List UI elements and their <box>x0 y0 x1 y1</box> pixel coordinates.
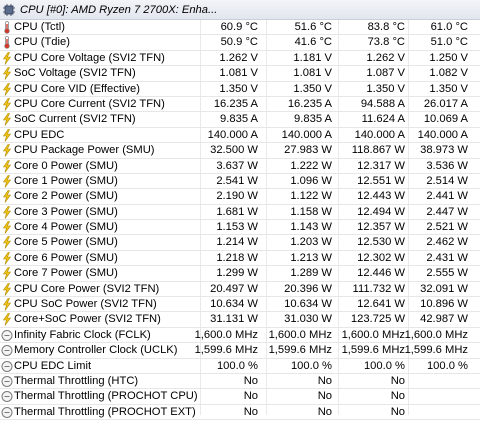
current-value: 100.0 % <box>216 359 258 372</box>
average-value: 2.441 W <box>426 190 468 203</box>
average-value: 38.973 W <box>420 144 468 157</box>
average-value: 2.521 W <box>426 221 468 234</box>
sensor-row[interactable] <box>0 266 480 281</box>
sensor-row[interactable] <box>0 35 480 50</box>
sensor-row[interactable] <box>0 328 480 343</box>
maximum-value: No <box>390 405 405 418</box>
sensor-row[interactable] <box>0 359 480 374</box>
sensor-label: Core+SoC Power (SVI2 TFN) <box>14 313 161 326</box>
sensor-label: SoC Voltage (SVI2 TFN) <box>14 67 136 80</box>
sensor-label: Core 1 Power (SMU) <box>14 174 118 187</box>
current-value: 3.637 W <box>216 159 258 172</box>
sensor-label: CPU EDC <box>14 128 65 141</box>
current-value: 1.081 V <box>219 67 258 80</box>
current-value: 1.299 W <box>216 267 258 280</box>
sensor-label: Core 4 Power (SMU) <box>14 221 118 234</box>
clock-icon <box>1 329 13 342</box>
minimum-value: 10.634 W <box>284 298 332 311</box>
maximum-value: 12.443 W <box>357 190 405 203</box>
average-value: 2.462 W <box>426 236 468 249</box>
sensor-row[interactable] <box>0 143 480 158</box>
maximum-value: No <box>390 374 405 387</box>
minimum-value: 27.983 W <box>284 144 332 157</box>
maximum-value: 12.551 W <box>357 174 405 187</box>
current-value: 60.9 °C <box>220 21 258 33</box>
current-value: 2.190 W <box>216 190 258 203</box>
minimum-value: 1.096 W <box>290 174 332 187</box>
minimum-value: 1.143 W <box>290 221 332 234</box>
minimum-value: 1.081 V <box>293 67 332 80</box>
minimum-value: 41.6 °C <box>294 36 332 49</box>
average-value: 3.536 W <box>426 159 468 172</box>
sensor-row[interactable] <box>0 389 480 404</box>
maximum-value: 1,600.0 MHz <box>341 328 405 341</box>
lightning-icon <box>1 283 13 296</box>
sensor-row[interactable] <box>0 174 480 189</box>
sensor-label: Thermal Throttling (PROCHOT CPU) <box>14 390 198 403</box>
sensor-row[interactable] <box>0 189 480 204</box>
minimum-value: 1.203 W <box>290 236 332 249</box>
lightning-icon <box>1 175 13 188</box>
lightning-icon <box>1 221 13 234</box>
sensor-row[interactable] <box>0 97 480 112</box>
current-value: 50.9 °C <box>220 36 258 49</box>
maximum-value: 12.317 W <box>357 159 405 172</box>
maximum-value: 12.530 W <box>357 236 405 249</box>
sensor-label: Core 5 Power (SMU) <box>14 236 118 249</box>
sensor-row[interactable] <box>0 82 480 97</box>
maximum-value: 73.8 °C <box>367 36 405 49</box>
sensor-label: CPU EDC Limit <box>14 359 92 372</box>
sensor-row[interactable] <box>0 374 480 389</box>
sensor-label: CPU (Tctl) <box>14 21 65 33</box>
maximum-value: 94.588 A <box>360 97 405 110</box>
current-value: 1.214 W <box>216 236 258 249</box>
current-value: 1,599.6 MHz <box>194 344 258 357</box>
minimum-value: 31.030 W <box>284 313 332 326</box>
average-value: 2.555 W <box>426 267 468 280</box>
sensor-label: CPU Package Power (SMU) <box>14 144 155 157</box>
lightning-icon <box>1 252 13 265</box>
sensor-list <box>0 20 480 420</box>
sensor-row[interactable] <box>0 297 480 312</box>
sensor-label: Core 0 Power (SMU) <box>14 159 118 172</box>
lightning-icon <box>1 52 13 65</box>
thermometer-icon <box>1 21 13 34</box>
sensor-label: CPU Core Voltage (SVI2 TFN) <box>14 51 165 64</box>
sensor-row[interactable] <box>0 235 480 250</box>
sensor-label: Core 3 Power (SMU) <box>14 205 118 218</box>
minimum-value: 1.213 W <box>290 251 332 264</box>
lightning-icon <box>1 144 13 157</box>
thermometer-icon <box>1 36 13 49</box>
sensor-label: Infinity Fabric Clock (FCLK) <box>14 328 151 341</box>
current-value: 1.262 V <box>219 51 258 64</box>
maximum-value: 1.087 V <box>366 67 405 80</box>
current-value: 1.350 V <box>219 82 258 95</box>
maximum-value: 140.000 A <box>354 128 405 141</box>
average-value: 140.000 A <box>417 128 468 141</box>
average-value: 2.431 W <box>426 251 468 264</box>
sensor-row[interactable] <box>0 66 480 81</box>
minimum-value: 1.181 V <box>293 51 332 64</box>
sensor-label: Thermal Throttling (HTC) <box>14 374 139 387</box>
average-value: 2.514 W <box>426 174 468 187</box>
maximum-value: 12.494 W <box>357 205 405 218</box>
lightning-icon <box>1 129 13 142</box>
lightning-icon <box>1 313 13 326</box>
current-value: No <box>243 390 258 403</box>
current-value: 16.235 A <box>213 97 258 110</box>
minimum-value: 9.835 A <box>294 113 332 126</box>
minimum-value: 140.000 A <box>281 128 332 141</box>
maximum-value: 100.0 % <box>363 359 405 372</box>
minimum-value: No <box>317 390 332 403</box>
lightning-icon <box>1 267 13 280</box>
current-value: No <box>243 374 258 387</box>
sensor-row[interactable] <box>0 205 480 220</box>
minimum-value: 20.396 W <box>284 282 332 295</box>
clock-icon <box>1 406 13 419</box>
maximum-value: 1,599.6 MHz <box>341 344 405 357</box>
average-value: 1.082 V <box>429 67 468 80</box>
sensor-row[interactable] <box>0 282 480 297</box>
sensor-row[interactable] <box>0 20 480 35</box>
sensor-label: Core 7 Power (SMU) <box>14 267 118 280</box>
sensor-label: CPU Core VID (Effective) <box>14 82 140 95</box>
current-value: 1.153 W <box>216 221 258 234</box>
minimum-value: 16.235 A <box>287 97 332 110</box>
maximum-value: 118.867 W <box>351 144 405 157</box>
current-value: 140.000 A <box>207 128 258 141</box>
minimum-value: 1.289 W <box>290 267 332 280</box>
maximum-value: 12.302 W <box>357 251 405 264</box>
minimum-value: 51.6 °C <box>294 21 332 33</box>
average-value: 51.0 °C <box>430 36 468 49</box>
clock-icon <box>1 390 13 403</box>
minimum-value: 1.122 W <box>290 190 332 203</box>
minimum-value: 1.350 V <box>293 82 332 95</box>
current-value: No <box>243 405 258 418</box>
sensor-row[interactable] <box>0 51 480 66</box>
minimum-value: 100.0 % <box>290 359 332 372</box>
lightning-icon <box>1 298 13 311</box>
current-value: 1,600.0 MHz <box>194 328 258 341</box>
current-value: 10.634 W <box>210 298 258 311</box>
lightning-icon <box>1 190 13 203</box>
sensor-label: Thermal Throttling (PROCHOT EXT) <box>14 405 196 418</box>
average-value: 1,599.6 MHz <box>404 344 468 357</box>
average-value: 1.350 V <box>429 82 468 95</box>
sensor-label: CPU (Tdie) <box>14 36 70 49</box>
clock-icon <box>1 360 13 373</box>
minimum-value: No <box>317 374 332 387</box>
lightning-icon <box>1 113 13 126</box>
sensor-row[interactable] <box>0 128 480 143</box>
sensor-row[interactable] <box>0 312 480 327</box>
average-value: 1.250 V <box>429 51 468 64</box>
clock-icon <box>1 344 13 357</box>
current-value: 2.541 W <box>216 174 258 187</box>
lightning-icon <box>1 206 13 219</box>
sensor-label: CPU Core Power (SVI2 TFN) <box>14 282 160 295</box>
clock-icon <box>1 375 13 388</box>
sensor-row[interactable] <box>0 220 480 235</box>
average-value: 10.896 W <box>420 298 468 311</box>
average-value: 2.447 W <box>426 205 468 218</box>
maximum-value: 111.732 W <box>352 282 405 295</box>
sensor-group-title: CPU [#0]: AMD Ryzen 7 2700X: Enha... <box>20 3 218 16</box>
current-value: 1.218 W <box>216 251 258 264</box>
current-value: 9.835 A <box>220 113 258 126</box>
average-value: 61.0 °C <box>430 21 468 33</box>
average-value: 10.069 A <box>423 113 468 126</box>
average-value: 26.017 A <box>423 97 468 110</box>
minimum-value: 1,600.0 MHz <box>268 328 332 341</box>
average-value: 1,600.0 MHz <box>404 328 468 341</box>
sensor-row[interactable] <box>0 159 480 174</box>
maximum-value: No <box>390 390 405 403</box>
lightning-icon <box>1 67 13 80</box>
maximum-value: 11.624 A <box>361 113 405 126</box>
maximum-value: 123.725 W <box>350 313 405 326</box>
minimum-value: 1.158 W <box>290 205 332 218</box>
sensor-row[interactable] <box>0 112 480 127</box>
maximum-value: 1.262 V <box>366 51 405 64</box>
sensor-label: Memory Controller Clock (UCLK) <box>14 344 178 357</box>
average-value: 42.987 W <box>420 313 468 326</box>
lightning-icon <box>1 83 13 96</box>
lightning-icon <box>1 98 13 111</box>
minimum-value: 1.222 W <box>290 159 332 172</box>
cpu-chip-icon <box>2 3 16 17</box>
sensor-label: Core 2 Power (SMU) <box>14 190 118 203</box>
current-value: 32.500 W <box>210 144 258 157</box>
current-value: 1.681 W <box>216 205 258 218</box>
sensor-label: CPU Core Current (SVI2 TFN) <box>14 97 165 110</box>
current-value: 20.497 W <box>210 282 258 295</box>
lightning-icon <box>1 160 13 173</box>
sensor-label: CPU SoC Power (SVI2 TFN) <box>14 298 157 311</box>
minimum-value: No <box>317 405 332 418</box>
minimum-value: 1,599.6 MHz <box>268 344 332 357</box>
sensor-row[interactable] <box>0 251 480 266</box>
maximum-value: 83.8 °C <box>367 21 405 33</box>
average-value: 32.091 W <box>420 282 468 295</box>
lightning-icon <box>1 236 13 249</box>
current-value: 31.131 W <box>210 313 258 326</box>
sensor-label: Core 6 Power (SMU) <box>14 251 118 264</box>
sensor-row[interactable] <box>0 343 480 358</box>
maximum-value: 12.446 W <box>357 267 405 280</box>
maximum-value: 12.357 W <box>357 221 405 234</box>
sensor-label: SoC Current (SVI2 TFN) <box>14 113 136 126</box>
maximum-value: 1.350 V <box>366 82 405 95</box>
maximum-value: 12.641 W <box>357 298 405 311</box>
sensor-group-header[interactable] <box>0 0 480 20</box>
sensor-row[interactable] <box>0 405 480 420</box>
average-value: 100.0 % <box>426 359 468 372</box>
